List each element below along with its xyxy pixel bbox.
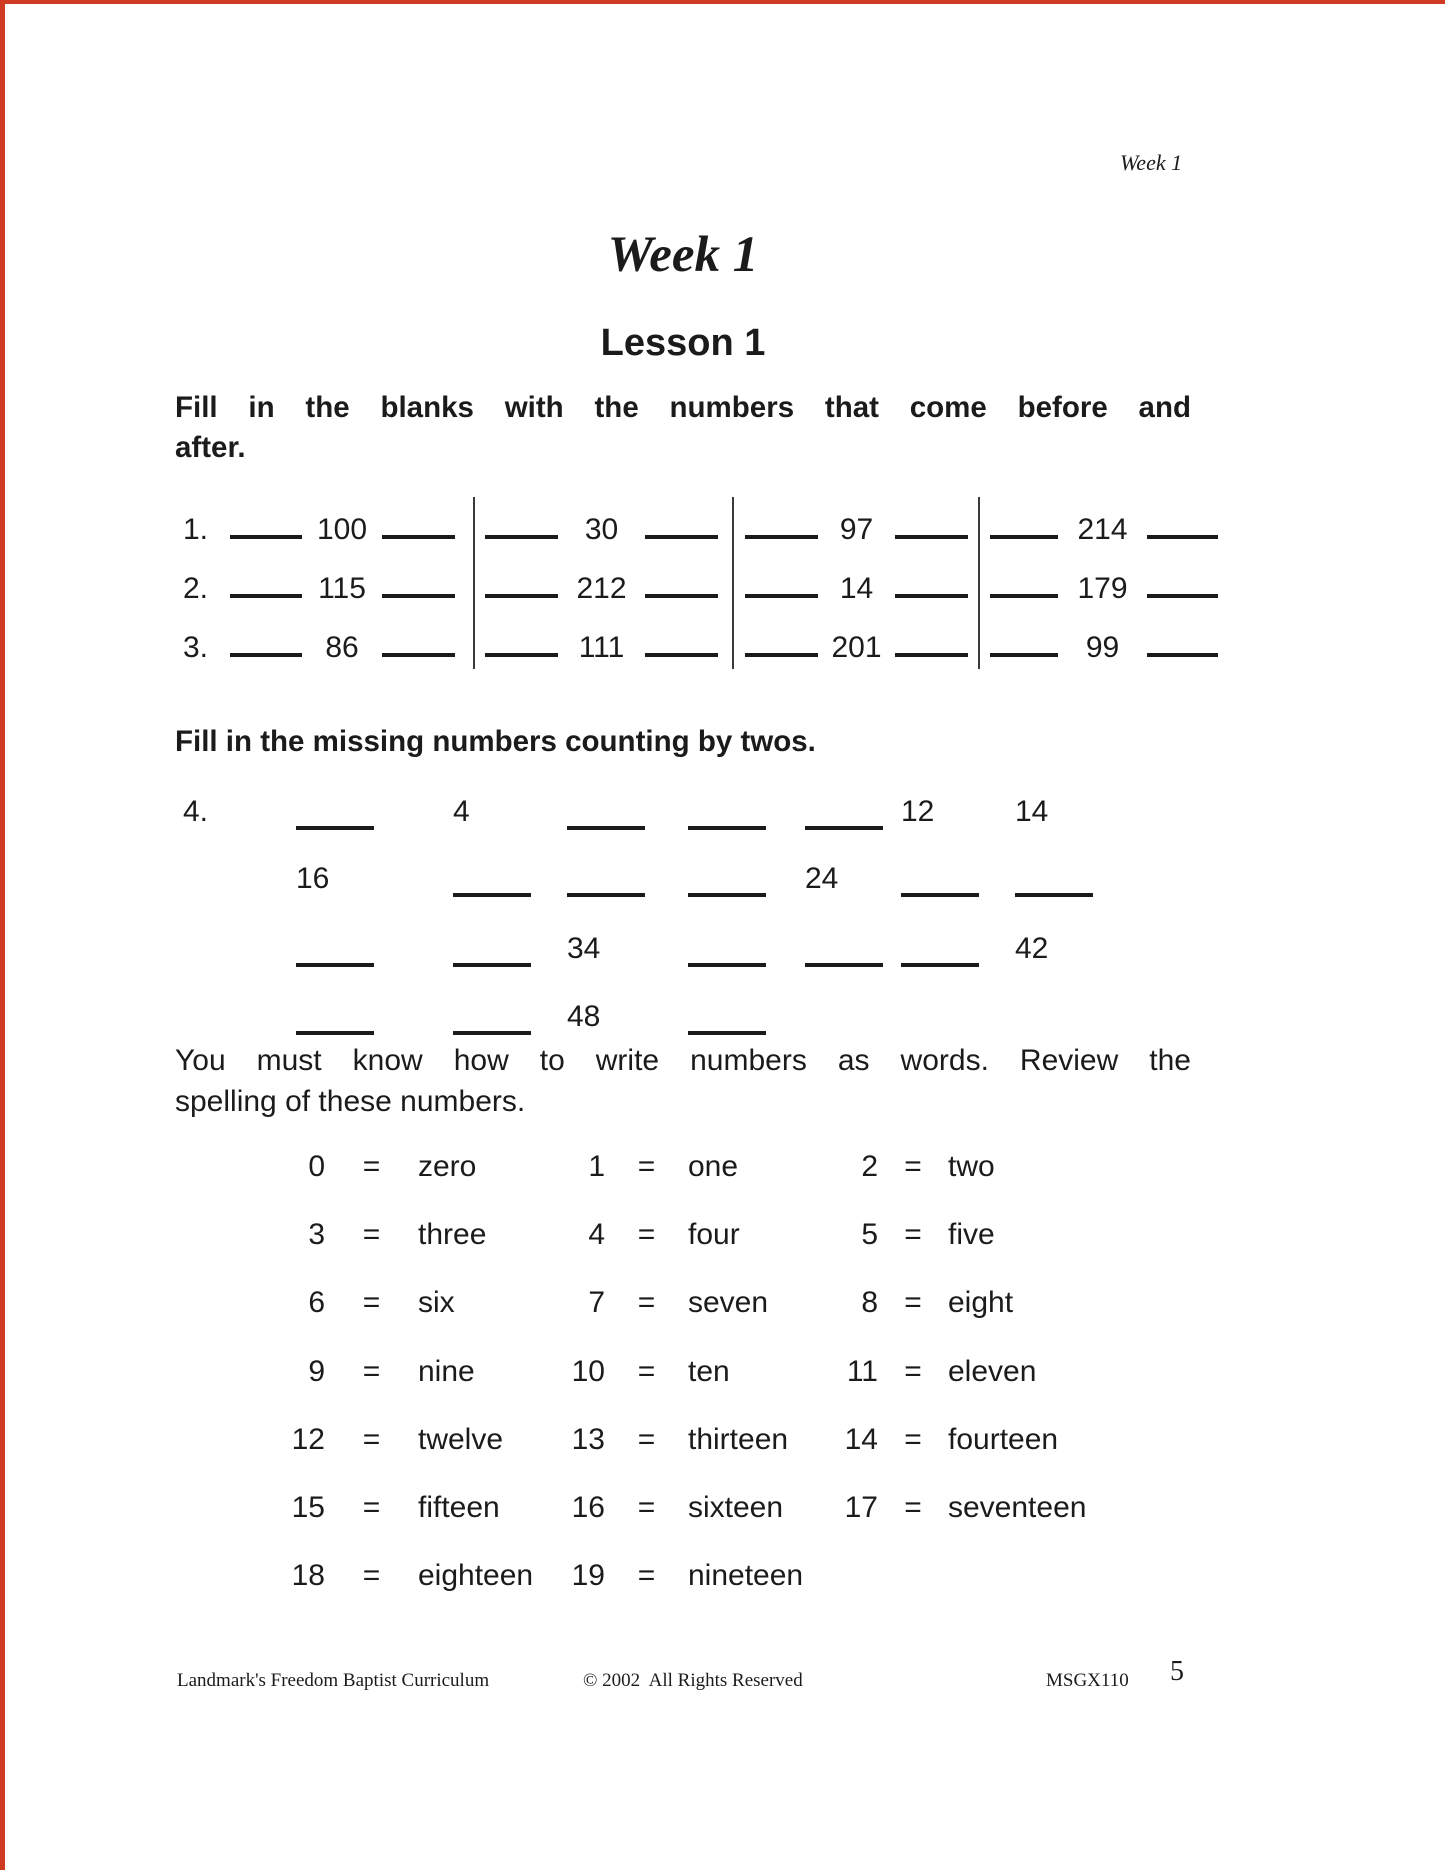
- equals-sign: [878, 1559, 948, 1593]
- exercise-row: [175, 568, 1218, 606]
- number-value: 34: [567, 932, 601, 965]
- footer-code: MSGX110: [1046, 1670, 1129, 1691]
- word-table-word: zero: [418, 1150, 477, 1183]
- blank-line: [1147, 568, 1218, 598]
- blank-line: [453, 867, 531, 897]
- word-table-number: 3: [308, 1218, 325, 1251]
- word-table-number: 17: [844, 1491, 878, 1524]
- blank-line: [895, 568, 968, 598]
- number-value: 201: [831, 631, 882, 664]
- word-table-word: one: [688, 1150, 739, 1183]
- running-head: Week 1: [1120, 150, 1183, 175]
- blank-line: [230, 627, 302, 657]
- counting-cell: [567, 862, 688, 897]
- blank-line: [1147, 627, 1218, 657]
- number-value: 100: [316, 513, 368, 546]
- number-value: 4: [453, 795, 470, 828]
- counting-cell: [453, 932, 567, 967]
- counting-cell: [567, 932, 688, 967]
- equals-sign: =: [637, 1286, 656, 1319]
- word-table-word: nineteen: [688, 1559, 804, 1592]
- blank-line: [688, 937, 766, 967]
- word-table-word: eighteen: [418, 1559, 534, 1592]
- counting-cell: [688, 795, 805, 830]
- blank-line: [990, 509, 1058, 539]
- word-table-number: 1: [588, 1150, 605, 1183]
- number-value: 86: [325, 631, 359, 664]
- blank-line: [382, 568, 455, 598]
- word-table-number: 8: [861, 1286, 878, 1319]
- item-number-label: [175, 862, 296, 897]
- word-table-word: ten: [688, 1355, 730, 1388]
- word-table-word: eight: [948, 1286, 1014, 1319]
- scan-edge-top: [0, 0, 1445, 4]
- before-after-instruction: [175, 388, 1191, 468]
- equals-sign: =: [362, 1423, 381, 1456]
- blank-line: [745, 509, 818, 539]
- word-table-word: fourteen: [948, 1423, 1059, 1456]
- word-table-number: 9: [308, 1355, 325, 1388]
- item-number-label: 2.: [183, 572, 209, 605]
- blank-line: [990, 627, 1058, 657]
- word-table-word: fifteen: [418, 1491, 500, 1524]
- counting-cell: [901, 795, 1015, 830]
- counting-cell: [296, 862, 453, 897]
- blank-line: [230, 509, 302, 539]
- blank-line: [382, 627, 455, 657]
- word-table-number: [800, 1559, 878, 1593]
- word-table-word: four: [688, 1218, 740, 1251]
- word-table-word: six: [418, 1286, 455, 1319]
- equals-sign: =: [904, 1355, 922, 1388]
- equals-sign: =: [637, 1559, 656, 1592]
- exercise-row: [175, 627, 1218, 665]
- equals-sign: =: [904, 1218, 922, 1251]
- item-number-label: [175, 932, 296, 967]
- blank-line: [485, 627, 558, 657]
- word-table-word: twelve: [418, 1423, 504, 1456]
- column-divider: [978, 497, 980, 669]
- counting-row: [175, 795, 1125, 830]
- blank-line: [745, 568, 818, 598]
- word-table-word: sixteen: [688, 1491, 784, 1524]
- blank-line: [645, 509, 718, 539]
- number-value: 42: [1015, 932, 1049, 965]
- blank-line: [901, 867, 979, 897]
- counting-cell: [1015, 795, 1125, 830]
- counting-cell: [805, 1000, 901, 1035]
- blank-line: [645, 627, 718, 657]
- blank-line: [485, 509, 558, 539]
- equals-sign: =: [362, 1559, 381, 1592]
- counting-cell: [296, 1000, 453, 1035]
- footer-publisher: Landmark's Freedom Baptist Curriculum: [177, 1670, 490, 1691]
- counting-cell: [567, 1000, 688, 1035]
- counting-cell: [453, 862, 567, 897]
- word-table-number: 10: [571, 1355, 605, 1388]
- blank-line: [1147, 509, 1218, 539]
- word-table-number: 12: [291, 1423, 325, 1456]
- column-divider: [473, 497, 475, 669]
- instruction-line-2: after.: [175, 431, 246, 464]
- number-word-row: [275, 1218, 1118, 1252]
- counting-cell: [688, 1000, 805, 1035]
- equals-sign: =: [362, 1355, 381, 1388]
- equals-sign: =: [637, 1218, 656, 1251]
- word-table-number: 11: [846, 1355, 878, 1388]
- word-table-number: 15: [291, 1491, 325, 1524]
- column-divider: [732, 497, 734, 669]
- number-word-row: [275, 1286, 1118, 1320]
- counting-cell: [1015, 862, 1125, 897]
- word-table-number: 19: [571, 1559, 605, 1592]
- counting-cell: [296, 795, 453, 830]
- counting-cell: [453, 1000, 567, 1035]
- word-table-number: 14: [844, 1423, 878, 1456]
- blank-line: [688, 1005, 766, 1035]
- number-word-row: [275, 1355, 1118, 1389]
- equals-sign: =: [637, 1423, 656, 1456]
- number-value: 14: [1015, 795, 1049, 828]
- counting-cell: [453, 795, 567, 830]
- counting-row: [175, 932, 1125, 967]
- counting-cell: [805, 795, 901, 830]
- counting-cell: [1015, 1000, 1125, 1035]
- counting-cell: [688, 862, 805, 897]
- instruction-line-1: Fill in the blanks with the numbers that come before and: [175, 391, 1191, 424]
- page-title: Week 1: [607, 227, 759, 283]
- item-number-label: [175, 1000, 296, 1035]
- word-table-word: five: [948, 1218, 995, 1251]
- equals-sign: =: [904, 1150, 922, 1183]
- counting-cell: [567, 795, 688, 830]
- counting-row: [175, 1000, 1125, 1035]
- word-table-word: nine: [418, 1355, 475, 1388]
- blank-line: [990, 568, 1058, 598]
- word-table-number: 18: [291, 1559, 325, 1592]
- equals-sign: =: [637, 1491, 656, 1524]
- word-table-word: eleven: [948, 1355, 1037, 1388]
- number-value: 214: [1077, 513, 1128, 546]
- number-value: 24: [805, 862, 839, 895]
- blank-line: [745, 627, 818, 657]
- word-table-word: two: [948, 1150, 995, 1183]
- blank-line: [296, 1005, 374, 1035]
- number-value: 30: [584, 513, 619, 546]
- blank-line: [485, 568, 558, 598]
- scan-edge-left: [0, 0, 5, 1870]
- blank-line: [1015, 867, 1093, 897]
- word-table-number: 0: [308, 1150, 325, 1183]
- blank-line: [567, 800, 645, 830]
- counting-instruction: Fill in the missing numbers counting by twos.: [175, 725, 816, 758]
- number-value: 99: [1085, 631, 1120, 664]
- word-table-word: seventeen: [948, 1491, 1087, 1524]
- word-table-number: 16: [571, 1491, 605, 1524]
- footer-page-number: 5: [1170, 1656, 1184, 1687]
- number-value: 115: [318, 572, 366, 605]
- blank-line: [645, 568, 718, 598]
- number-value: 179: [1077, 572, 1128, 605]
- words-intro-line-2: spelling of these numbers.: [175, 1085, 526, 1118]
- blank-line: [895, 627, 968, 657]
- number-word-row: [275, 1491, 1118, 1525]
- equals-sign: =: [637, 1355, 656, 1388]
- equals-sign: =: [904, 1491, 922, 1524]
- lesson-heading: Lesson 1: [600, 322, 766, 364]
- counting-cell: [688, 932, 805, 967]
- blank-line: [296, 937, 374, 967]
- item-number-label: 3.: [183, 631, 209, 664]
- word-table-number: 5: [861, 1218, 878, 1251]
- number-word-row: [275, 1559, 1118, 1593]
- word-table-number: 4: [588, 1218, 605, 1251]
- counting-cell: [1015, 932, 1125, 967]
- word-table-word: [948, 1559, 1118, 1593]
- number-value: 12: [901, 795, 935, 828]
- number-word-row: [275, 1423, 1118, 1457]
- equals-sign: =: [637, 1150, 656, 1183]
- number-value: 97: [839, 513, 874, 546]
- equals-sign: =: [904, 1423, 922, 1456]
- number-value: 48: [567, 1000, 601, 1033]
- word-table-number: 13: [571, 1423, 605, 1456]
- counting-cell: [805, 932, 901, 967]
- counting-cell: [901, 1000, 1015, 1035]
- item-number-label: 4.: [183, 795, 209, 828]
- blank-line: [296, 800, 374, 830]
- counting-row: [175, 862, 1125, 897]
- counting-cell: [901, 862, 1015, 897]
- number-word-row: [275, 1150, 1118, 1184]
- number-value: 16: [296, 862, 330, 895]
- blank-line: [688, 867, 766, 897]
- counting-cell: [805, 862, 901, 897]
- blank-line: [901, 937, 979, 967]
- blank-line: [382, 509, 455, 539]
- words-intro-line-1: You must know how to write numbers as words. Review the: [175, 1044, 1191, 1077]
- word-table-number: 7: [588, 1286, 605, 1319]
- words-intro-paragraph: [175, 1040, 1191, 1122]
- word-table-number: 6: [308, 1286, 325, 1319]
- word-table-word: seven: [688, 1286, 769, 1319]
- word-table-number: 2: [861, 1150, 878, 1183]
- equals-sign: =: [362, 1491, 381, 1524]
- blank-line: [230, 568, 302, 598]
- blank-line: [567, 867, 645, 897]
- word-table-word: three: [418, 1218, 487, 1251]
- equals-sign: =: [904, 1286, 922, 1319]
- counting-cell: [901, 932, 1015, 967]
- exercise-row: [175, 509, 1218, 547]
- blank-line: [453, 937, 531, 967]
- blank-line: [688, 800, 766, 830]
- blank-line: [895, 509, 968, 539]
- blank-line: [805, 937, 883, 967]
- counting-cell: [296, 932, 453, 967]
- equals-sign: =: [362, 1150, 381, 1183]
- blank-line: [805, 800, 883, 830]
- number-value: 14: [839, 572, 874, 605]
- equals-sign: =: [362, 1286, 381, 1319]
- equals-sign: =: [362, 1218, 381, 1251]
- blank-line: [453, 1005, 531, 1035]
- number-value: 111: [578, 631, 625, 664]
- number-value: 212: [576, 572, 627, 605]
- footer-copyright: © 2002 All Rights Reserved: [583, 1670, 803, 1691]
- item-number-label: 1.: [183, 513, 209, 546]
- word-table-word: thirteen: [688, 1423, 789, 1456]
